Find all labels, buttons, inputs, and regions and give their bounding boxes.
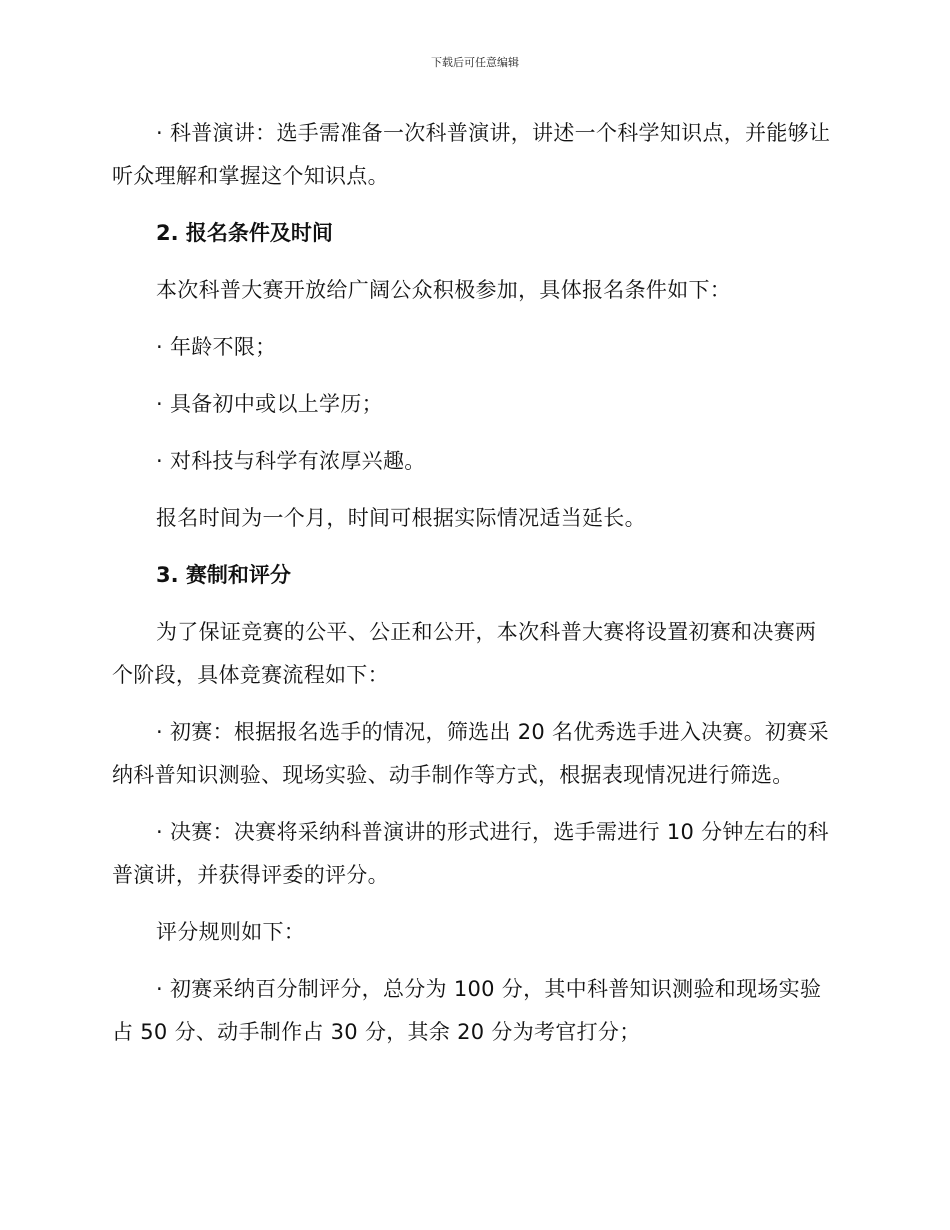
bullet-final: · 决赛：决赛将采纳科普演讲的形式进行，选手需进行 10 分钟左右的科普演讲，并获得评委的评分。 [112,820,829,887]
bullet-education: · 具备初中或以上学历； [156,392,383,416]
bullet-preliminary-scoring: · 初赛采纳百分制评分，总分为 100 分，其中科普知识测验和现场实验占 50 分、动手制作占 30 分，其余 20 分为考官打分； [112,977,822,1044]
section-heading-format: 3. 赛制和评分 [156,563,291,587]
bullet-age: · 年龄不限； [156,335,277,359]
scoring-intro: 评分规则如下： [156,920,306,944]
registration-intro: 本次科普大赛开放给广阔公众积极参加，具体报名条件如下： [156,278,732,302]
format-intro: 为了保证竞赛的公平、公正和公开，本次科普大赛将设置初赛和决赛两个阶段，具体竞赛流程如下： [112,620,817,687]
document-body [112,112,832,1068]
header-note: 下载后可任意编辑 [431,56,519,69]
registration-time: 报名时间为一个月，时间可根据实际情况适当延长。 [156,506,646,530]
bullet-preliminary: · 初赛：根据报名选手的情况，筛选出 20 名优秀选手进入决赛。初赛采纳科普知识测验、现场实验、动手制作等方式，根据表现情况进行筛选。 [112,720,829,787]
section-heading-registration: 2. 报名条件及时间 [156,221,333,245]
bullet-speech: · 科普演讲：选手需准备一次科普演讲，讲述一个科学知识点，并能够让听众理解和掌握这个知识点。 [112,121,831,188]
bullet-interest: · 对科技与科学有浓厚兴趣。 [156,449,426,473]
